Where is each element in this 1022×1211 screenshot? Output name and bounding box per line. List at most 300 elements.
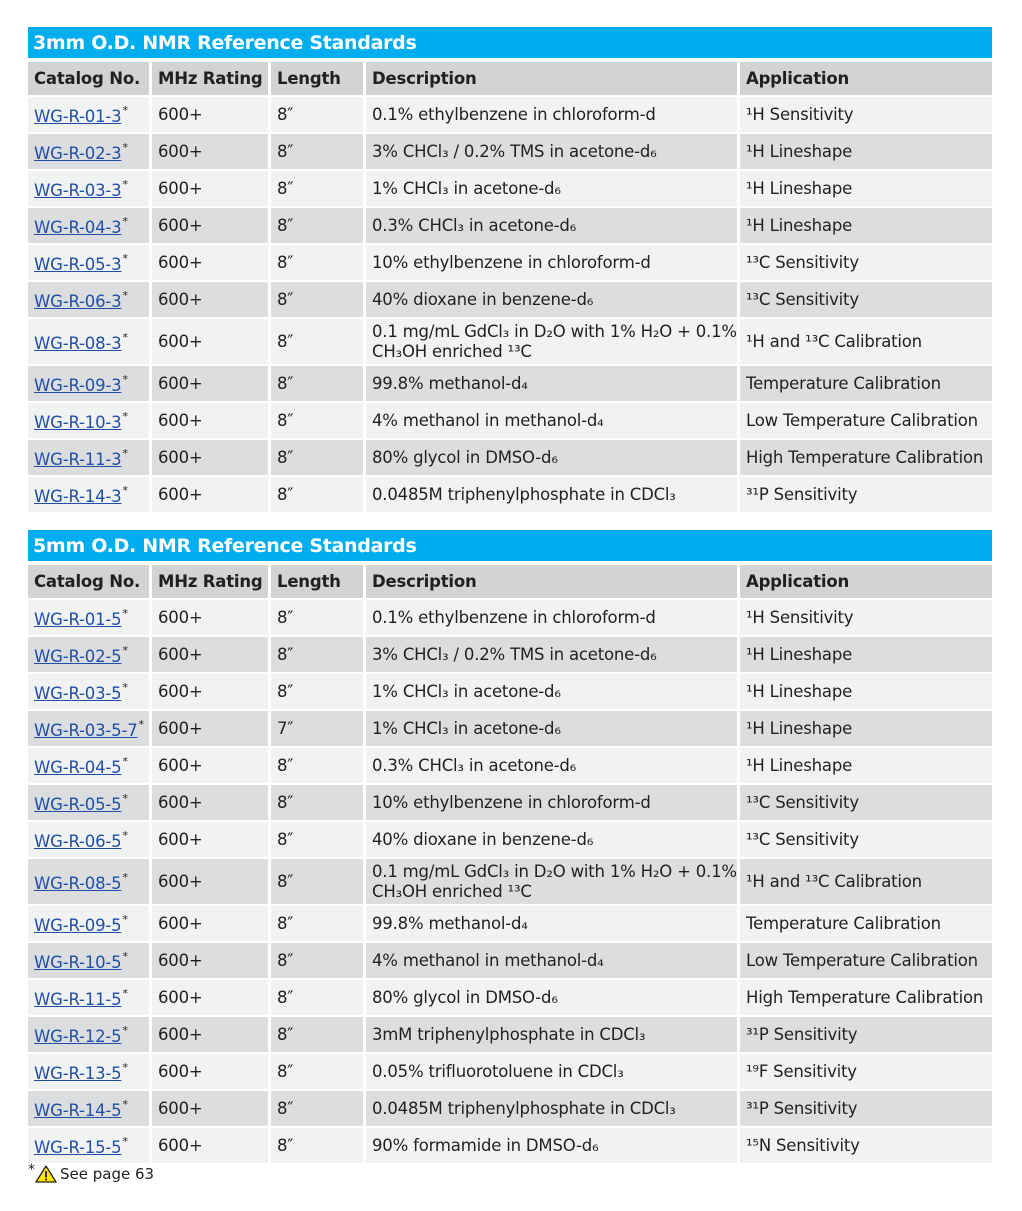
- table-row: [28, 748, 992, 785]
- catalog-cell: [28, 366, 152, 403]
- length-cell: [271, 208, 366, 245]
- footnote-marker: *: [122, 1097, 128, 1111]
- length-cell-text: 8″: [277, 448, 294, 467]
- catalog-link[interactable]: WG-R-10-5: [34, 952, 122, 972]
- length-cell-text: 8″: [277, 1025, 294, 1044]
- length-cell-text: 8″: [277, 216, 294, 235]
- catalog-link[interactable]: WG-R-09-5: [34, 915, 122, 935]
- catalog-cell: [28, 134, 152, 171]
- application-cell: [740, 637, 992, 674]
- application-cell: [740, 440, 992, 477]
- mhz-cell-text: 600+: [158, 253, 203, 272]
- mhz-cell: [152, 711, 271, 748]
- application-cell-text: Low Temperature Calibration: [746, 951, 978, 970]
- application-cell-text: ¹³C Sensitivity: [746, 793, 859, 812]
- footnote-marker: *: [122, 251, 128, 265]
- mhz-cell-text: 600+: [158, 179, 203, 198]
- application-cell: [740, 282, 992, 319]
- application-cell: [740, 822, 992, 859]
- mhz-cell: [152, 943, 271, 980]
- application-cell: [740, 711, 992, 748]
- description-cell-text: 1% CHCl₃ in acetone-d₆: [372, 178, 561, 198]
- col-header-application: Application: [740, 565, 992, 600]
- description-cell: [366, 477, 740, 514]
- catalog-link[interactable]: WG-R-01-5: [34, 609, 122, 629]
- description-cell: [366, 245, 740, 282]
- section-3mm: [28, 27, 992, 514]
- length-cell-text: 8″: [277, 645, 294, 664]
- table-row: [28, 1091, 992, 1128]
- length-cell-text: 8″: [277, 951, 294, 970]
- description-cell-text: 3% CHCl₃ / 0.2% TMS in acetone-d₆: [372, 644, 657, 664]
- mhz-cell-text: 600+: [158, 872, 203, 891]
- footnote-marker: *: [122, 870, 128, 884]
- footnote-marker: *: [122, 754, 128, 768]
- description-cell-text: 10% ethylbenzene in chloroform-d: [372, 252, 651, 272]
- mhz-cell: [152, 171, 271, 208]
- mhz-cell: [152, 859, 271, 906]
- catalog-cell: [28, 1054, 152, 1091]
- length-cell-text: 8″: [277, 608, 294, 627]
- description-cell: [366, 282, 740, 319]
- footnote-marker: *: [138, 717, 144, 731]
- catalog-link[interactable]: WG-R-06-3: [34, 291, 122, 311]
- application-cell-text: High Temperature Calibration: [746, 448, 984, 467]
- catalog-link[interactable]: WG-R-09-3: [34, 375, 122, 395]
- length-cell-text: 8″: [277, 830, 294, 849]
- table-row: [28, 134, 992, 171]
- description-cell: [366, 600, 740, 637]
- application-cell: [740, 319, 992, 366]
- standards-table-3mm: [28, 62, 992, 514]
- mhz-cell: [152, 1017, 271, 1054]
- description-cell: [366, 403, 740, 440]
- length-cell: [271, 245, 366, 282]
- length-cell: [271, 822, 366, 859]
- application-cell: [740, 600, 992, 637]
- table-row: [28, 785, 992, 822]
- footnote-marker: *: [122, 828, 128, 842]
- description-cell-text: 0.1 mg/mL GdCl₃ in D₂O with 1% H₂O + 0.1% CH₃OH enriched ¹³C: [372, 861, 737, 901]
- length-cell-text: 8″: [277, 872, 294, 891]
- catalog-link[interactable]: WG-R-05-5: [34, 794, 122, 814]
- length-cell-text: 8″: [277, 290, 294, 309]
- length-cell-text: 8″: [277, 253, 294, 272]
- table-row: [28, 711, 992, 748]
- catalog-cell: [28, 943, 152, 980]
- application-cell: [740, 1054, 992, 1091]
- mhz-cell-text: 600+: [158, 793, 203, 812]
- catalog-link[interactable]: WG-R-03-3: [34, 180, 122, 200]
- mhz-cell: [152, 134, 271, 171]
- mhz-cell: [152, 366, 271, 403]
- mhz-cell-text: 600+: [158, 105, 203, 124]
- catalog-cell: [28, 245, 152, 282]
- description-cell-text: 80% glycol in DMSO-d₆: [372, 987, 558, 1007]
- mhz-cell: [152, 637, 271, 674]
- catalog-link[interactable]: WG-R-05-3: [34, 254, 122, 274]
- footnote-marker: *: [122, 1134, 128, 1148]
- description-cell-text: 90% formamide in DMSO-d₆: [372, 1135, 599, 1155]
- catalog-cell: [28, 859, 152, 906]
- footnote-marker: *: [122, 949, 128, 963]
- mhz-cell: [152, 748, 271, 785]
- table-row: [28, 822, 992, 859]
- application-cell-text: ¹H and ¹³C Calibration: [746, 332, 922, 351]
- table-header-row: [28, 62, 992, 97]
- catalog-link[interactable]: WG-R-11-5: [34, 989, 122, 1009]
- catalog-link[interactable]: WG-R-02-3: [34, 143, 122, 163]
- mhz-cell: [152, 1091, 271, 1128]
- application-cell-text: ¹H Sensitivity: [746, 608, 854, 627]
- table-row: [28, 97, 992, 134]
- description-cell-text: 40% dioxane in benzene-d₆: [372, 829, 594, 849]
- mhz-cell-text: 600+: [158, 719, 203, 738]
- mhz-cell: [152, 822, 271, 859]
- table-row: [28, 477, 992, 514]
- application-cell-text: ¹H Lineshape: [746, 179, 853, 198]
- mhz-cell: [152, 477, 271, 514]
- table-row: [28, 674, 992, 711]
- catalog-cell: [28, 637, 152, 674]
- footnote-marker: *: [122, 680, 128, 694]
- description-cell: [366, 208, 740, 245]
- catalog-cell: [28, 208, 152, 245]
- mhz-cell: [152, 319, 271, 366]
- catalog-link[interactable]: WG-R-08-5: [34, 873, 122, 893]
- application-cell-text: ¹H Sensitivity: [746, 105, 854, 124]
- length-cell-text: 8″: [277, 756, 294, 775]
- catalog-cell: [28, 440, 152, 477]
- table-row: [28, 637, 992, 674]
- length-cell: [271, 906, 366, 943]
- description-cell-text: 10% ethylbenzene in chloroform-d: [372, 792, 651, 812]
- length-cell: [271, 600, 366, 637]
- application-cell: [740, 403, 992, 440]
- table-row: [28, 600, 992, 637]
- description-cell: [366, 1128, 740, 1165]
- description-cell: [366, 748, 740, 785]
- catalog-cell: [28, 97, 152, 134]
- catalog-link[interactable]: WG-R-11-3: [34, 449, 122, 469]
- footnote-asterisk: *: [28, 1162, 35, 1178]
- description-cell-text: 0.1% ethylbenzene in chloroform-d: [372, 607, 656, 627]
- catalog-link[interactable]: WG-R-03-5: [34, 683, 122, 703]
- description-cell: [366, 366, 740, 403]
- mhz-cell: [152, 440, 271, 477]
- application-cell-text: ¹H Lineshape: [746, 682, 853, 701]
- mhz-cell: [152, 1054, 271, 1091]
- footnote-marker: *: [122, 606, 128, 620]
- length-cell: [271, 477, 366, 514]
- length-cell: [271, 1128, 366, 1165]
- catalog-link[interactable]: WG-R-04-3: [34, 217, 122, 237]
- footnote-marker: *: [122, 288, 128, 302]
- description-cell-text: 0.1 mg/mL GdCl₃ in D₂O with 1% H₂O + 0.1% CH₃OH enriched ¹³C: [372, 321, 737, 361]
- application-cell-text: ¹H Lineshape: [746, 645, 853, 664]
- application-cell: [740, 366, 992, 403]
- mhz-cell: [152, 785, 271, 822]
- application-cell-text: ³¹P Sensitivity: [746, 1099, 858, 1118]
- length-cell: [271, 319, 366, 366]
- mhz-cell-text: 600+: [158, 332, 203, 351]
- description-cell: [366, 637, 740, 674]
- description-cell: [366, 785, 740, 822]
- footnote-marker: *: [122, 177, 128, 191]
- length-cell-text: 8″: [277, 914, 294, 933]
- mhz-cell-text: 600+: [158, 914, 203, 933]
- description-cell-text: 99.8% methanol-d₄: [372, 913, 528, 933]
- length-cell-text: 8″: [277, 1099, 294, 1118]
- description-cell-text: 4% methanol in methanol-d₄: [372, 410, 604, 430]
- table-row: [28, 245, 992, 282]
- length-cell: [271, 943, 366, 980]
- col-header-mhz: MHz Rating: [152, 62, 271, 97]
- footnote-marker: *: [122, 140, 128, 154]
- length-cell-text: 8″: [277, 793, 294, 812]
- application-cell-text: ¹³C Sensitivity: [746, 830, 859, 849]
- description-cell: [366, 980, 740, 1017]
- table-row: [28, 980, 992, 1017]
- footnote-marker: *: [122, 214, 128, 228]
- table-row: [28, 208, 992, 245]
- catalog-cell: [28, 1017, 152, 1054]
- description-cell-text: 1% CHCl₃ in acetone-d₆: [372, 718, 561, 738]
- catalog-cell: [28, 980, 152, 1017]
- description-cell-text: 40% dioxane in benzene-d₆: [372, 289, 594, 309]
- length-cell: [271, 134, 366, 171]
- description-cell-text: 80% glycol in DMSO-d₆: [372, 447, 558, 467]
- col-header-catalog: Catalog No.: [28, 62, 152, 97]
- mhz-cell-text: 600+: [158, 608, 203, 627]
- catalog-cell: [28, 1091, 152, 1128]
- length-cell-text: 8″: [277, 179, 294, 198]
- mhz-cell: [152, 600, 271, 637]
- mhz-cell-text: 600+: [158, 411, 203, 430]
- mhz-cell: [152, 403, 271, 440]
- application-cell: [740, 245, 992, 282]
- description-cell-text: 3mM triphenylphosphate in CDCl₃: [372, 1024, 646, 1044]
- col-header-application: Application: [740, 62, 992, 97]
- table-row: [28, 319, 992, 366]
- mhz-cell-text: 600+: [158, 1136, 203, 1155]
- description-cell: [366, 440, 740, 477]
- catalog-cell: [28, 711, 152, 748]
- table-row: [28, 906, 992, 943]
- length-cell: [271, 366, 366, 403]
- footnote-marker: *: [122, 791, 128, 805]
- application-cell: [740, 97, 992, 134]
- application-cell: [740, 134, 992, 171]
- col-header-length: Length: [271, 62, 366, 97]
- table-row: [28, 1054, 992, 1091]
- mhz-cell-text: 600+: [158, 830, 203, 849]
- application-cell: [740, 785, 992, 822]
- application-cell-text: ³¹P Sensitivity: [746, 1025, 858, 1044]
- mhz-cell-text: 600+: [158, 756, 203, 775]
- table-header-row: [28, 565, 992, 600]
- mhz-cell-text: 600+: [158, 951, 203, 970]
- col-header-length: Length: [271, 565, 366, 600]
- table-row: [28, 859, 992, 906]
- application-cell: [740, 1017, 992, 1054]
- application-cell-text: ¹⁵N Sensitivity: [746, 1136, 860, 1155]
- length-cell: [271, 859, 366, 906]
- mhz-cell-text: 600+: [158, 142, 203, 161]
- length-cell-text: 8″: [277, 988, 294, 1007]
- description-cell: [366, 134, 740, 171]
- catalog-link[interactable]: WG-R-10-3: [34, 412, 122, 432]
- description-cell: [366, 319, 740, 366]
- description-cell-text: 0.0485M triphenylphosphate in CDCl₃: [372, 1098, 676, 1118]
- mhz-cell-text: 600+: [158, 1025, 203, 1044]
- footnote-marker: *: [122, 103, 128, 117]
- standards-table-5mm: [28, 565, 992, 1165]
- application-cell-text: Low Temperature Calibration: [746, 411, 978, 430]
- mhz-cell-text: 600+: [158, 645, 203, 664]
- length-cell-text: 8″: [277, 411, 294, 430]
- mhz-cell-text: 600+: [158, 1062, 203, 1081]
- mhz-cell: [152, 245, 271, 282]
- description-cell-text: 0.3% CHCl₃ in acetone-d₆: [372, 215, 577, 235]
- mhz-cell: [152, 1128, 271, 1165]
- application-cell: [740, 171, 992, 208]
- catalog-cell: [28, 906, 152, 943]
- footnote-marker: *: [122, 372, 128, 386]
- description-cell: [366, 711, 740, 748]
- description-cell: [366, 97, 740, 134]
- description-cell-text: 1% CHCl₃ in acetone-d₆: [372, 681, 561, 701]
- application-cell: [740, 943, 992, 980]
- table-row: [28, 1017, 992, 1054]
- application-cell: [740, 748, 992, 785]
- table-row: [28, 943, 992, 980]
- application-cell-text: ³¹P Sensitivity: [746, 485, 858, 504]
- mhz-cell-text: 600+: [158, 1099, 203, 1118]
- length-cell-text: 8″: [277, 374, 294, 393]
- mhz-cell-text: 600+: [158, 448, 203, 467]
- description-cell: [366, 859, 740, 906]
- footnote: [28, 1162, 155, 1183]
- catalog-link[interactable]: WG-R-06-5: [34, 831, 122, 851]
- length-cell: [271, 1054, 366, 1091]
- col-header-catalog: Catalog No.: [28, 565, 152, 600]
- footnote-marker: *: [122, 483, 128, 497]
- catalog-cell: [28, 785, 152, 822]
- catalog-link[interactable]: WG-R-04-5: [34, 757, 122, 777]
- application-cell: [740, 208, 992, 245]
- application-cell: [740, 906, 992, 943]
- description-cell: [366, 1091, 740, 1128]
- table-row: [28, 282, 992, 319]
- application-cell: [740, 477, 992, 514]
- catalog-link[interactable]: WG-R-13-5: [34, 1063, 122, 1083]
- catalog-link[interactable]: WG-R-12-5: [34, 1026, 122, 1046]
- footnote-marker: *: [122, 986, 128, 1000]
- length-cell-text: 8″: [277, 485, 294, 504]
- description-cell-text: 0.05% trifluorotoluene in CDCl₃: [372, 1061, 624, 1081]
- application-cell-text: ¹³C Sensitivity: [746, 290, 859, 309]
- catalog-link[interactable]: WG-R-03-5-7: [34, 720, 138, 740]
- application-cell: [740, 859, 992, 906]
- application-cell-text: ¹H Lineshape: [746, 216, 853, 235]
- mhz-cell: [152, 906, 271, 943]
- description-cell-text: 99.8% methanol-d₄: [372, 373, 528, 393]
- catalog-cell: [28, 477, 152, 514]
- catalog-link[interactable]: WG-R-15-5: [34, 1137, 122, 1157]
- length-cell: [271, 403, 366, 440]
- application-cell-text: ¹H Lineshape: [746, 719, 853, 738]
- mhz-cell: [152, 674, 271, 711]
- length-cell: [271, 97, 366, 134]
- application-cell-text: ¹H Lineshape: [746, 142, 853, 161]
- length-cell: [271, 980, 366, 1017]
- catalog-cell: [28, 748, 152, 785]
- length-cell-text: 8″: [277, 142, 294, 161]
- mhz-cell: [152, 208, 271, 245]
- length-cell: [271, 674, 366, 711]
- catalog-link[interactable]: WG-R-14-5: [34, 1100, 122, 1120]
- description-cell-text: 0.3% CHCl₃ in acetone-d₆: [372, 755, 577, 775]
- description-cell: [366, 1017, 740, 1054]
- table-row: [28, 403, 992, 440]
- catalog-cell: [28, 403, 152, 440]
- catalog-cell: [28, 674, 152, 711]
- mhz-cell: [152, 282, 271, 319]
- description-cell: [366, 943, 740, 980]
- mhz-cell-text: 600+: [158, 485, 203, 504]
- length-cell: [271, 637, 366, 674]
- length-cell-text: 8″: [277, 105, 294, 124]
- table-row: [28, 440, 992, 477]
- description-cell: [366, 822, 740, 859]
- catalog-link[interactable]: WG-R-08-3: [34, 333, 122, 353]
- table-row: [28, 366, 992, 403]
- catalog-cell: [28, 171, 152, 208]
- footnote-marker: *: [122, 1023, 128, 1037]
- catalog-link[interactable]: WG-R-14-3: [34, 486, 122, 506]
- length-cell: [271, 282, 366, 319]
- length-cell-text: 7″: [277, 719, 294, 738]
- footnote-marker: *: [122, 912, 128, 926]
- footnote-marker: *: [122, 409, 128, 423]
- catalog-cell: [28, 822, 152, 859]
- length-cell-text: 8″: [277, 1062, 294, 1081]
- catalog-link[interactable]: WG-R-02-5: [34, 646, 122, 666]
- catalog-cell: [28, 600, 152, 637]
- col-header-description: Description: [366, 565, 740, 600]
- warning-icon: [35, 1165, 57, 1183]
- section-title: 3mm O.D. NMR Reference Standards: [28, 27, 992, 58]
- col-header-mhz: MHz Rating: [152, 565, 271, 600]
- mhz-cell-text: 600+: [158, 988, 203, 1007]
- length-cell-text: 8″: [277, 682, 294, 701]
- section-5mm: [28, 530, 992, 1165]
- footnote-marker: *: [122, 1060, 128, 1074]
- description-cell-text: 0.1% ethylbenzene in chloroform-d: [372, 104, 656, 124]
- footnote-marker: *: [122, 643, 128, 657]
- application-cell-text: ¹H Lineshape: [746, 756, 853, 775]
- application-cell: [740, 674, 992, 711]
- mhz-cell-text: 600+: [158, 682, 203, 701]
- mhz-cell: [152, 980, 271, 1017]
- catalog-link[interactable]: WG-R-01-3: [34, 106, 122, 126]
- section-title: 5mm O.D. NMR Reference Standards: [28, 530, 992, 561]
- application-cell-text: Temperature Calibration: [746, 374, 941, 393]
- description-cell-text: 4% methanol in methanol-d₄: [372, 950, 604, 970]
- mhz-cell: [152, 97, 271, 134]
- application-cell-text: ¹H and ¹³C Calibration: [746, 872, 922, 891]
